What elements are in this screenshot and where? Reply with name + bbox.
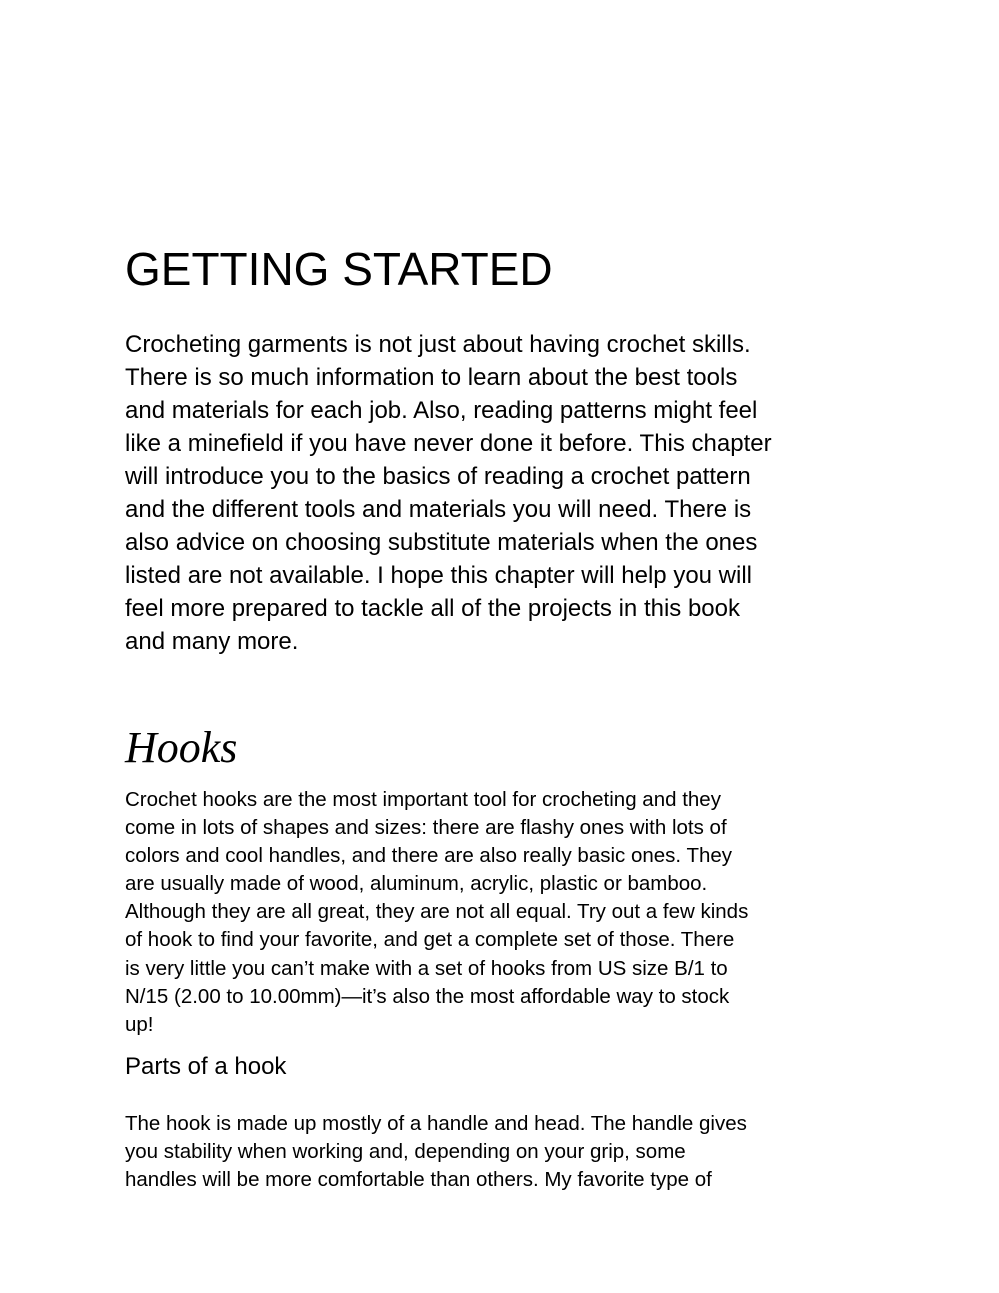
paragraph-line: listed are not available. I hope this chapter will help you will [125, 562, 753, 589]
paragraph-line: of hook to find your favorite, and get a complete set of those. There [125, 928, 735, 952]
subsection-heading-parts-of-a-hook: Parts of a hook [125, 1053, 287, 1080]
paragraph-line: like a minefield if you have never done it before. This chapter [125, 430, 772, 457]
paragraph-line: is very little you can’t make with a set of hooks from US size B/1 to [125, 956, 728, 980]
paragraph-line: The hook is made up mostly of a handle and head. The handle gives [125, 1112, 747, 1135]
paragraph-line: There is so much information to learn about the best tools [125, 364, 738, 391]
paragraph-line: and the different tools and materials you will need. There is [125, 496, 752, 523]
chapter-intro-paragraph [125, 328, 885, 658]
paragraph-line: up! [125, 1012, 154, 1036]
paragraph-line: feel more prepared to tackle all of the projects in this book [125, 595, 740, 622]
paragraph-line: Although they are all great, they are not all equal. Try out a few kinds [125, 900, 749, 924]
section-heading-hooks: Hooks [125, 723, 238, 772]
paragraph-line: Crocheting garments is not just about having crochet skills. [125, 331, 751, 358]
paragraph-line: you stability when working and, depending on your grip, some [125, 1140, 686, 1164]
paragraph-line: come in lots of shapes and sizes: there are flashy ones with lots of [125, 816, 727, 840]
paragraph-line: colors and cool handles, and there are also really basic ones. They [125, 844, 733, 868]
paragraph-line: and many more. [125, 628, 299, 655]
paragraph-line: handles will be more comfortable than others. My favorite type of [125, 1168, 712, 1192]
chapter-title: GETTING STARTED [125, 243, 553, 295]
paragraph-line: will introduce you to the basics of reading a crochet pattern [125, 463, 751, 490]
paragraph-line: N/15 (2.00 to 10.00mm)—it’s also the most affordable way to stock [125, 984, 730, 1008]
paragraph-line: are usually made of wood, aluminum, acrylic, plastic or bamboo. [125, 872, 708, 896]
hooks-paragraph [125, 786, 885, 1039]
paragraph-line: Crochet hooks are the most important tool for crocheting and they [125, 788, 721, 811]
paragraph-line: also advice on choosing substitute materials when the ones [125, 529, 758, 556]
paragraph-line: and materials for each job. Also, reading patterns might feel [125, 397, 758, 424]
parts-of-hook-paragraph [125, 1110, 885, 1194]
